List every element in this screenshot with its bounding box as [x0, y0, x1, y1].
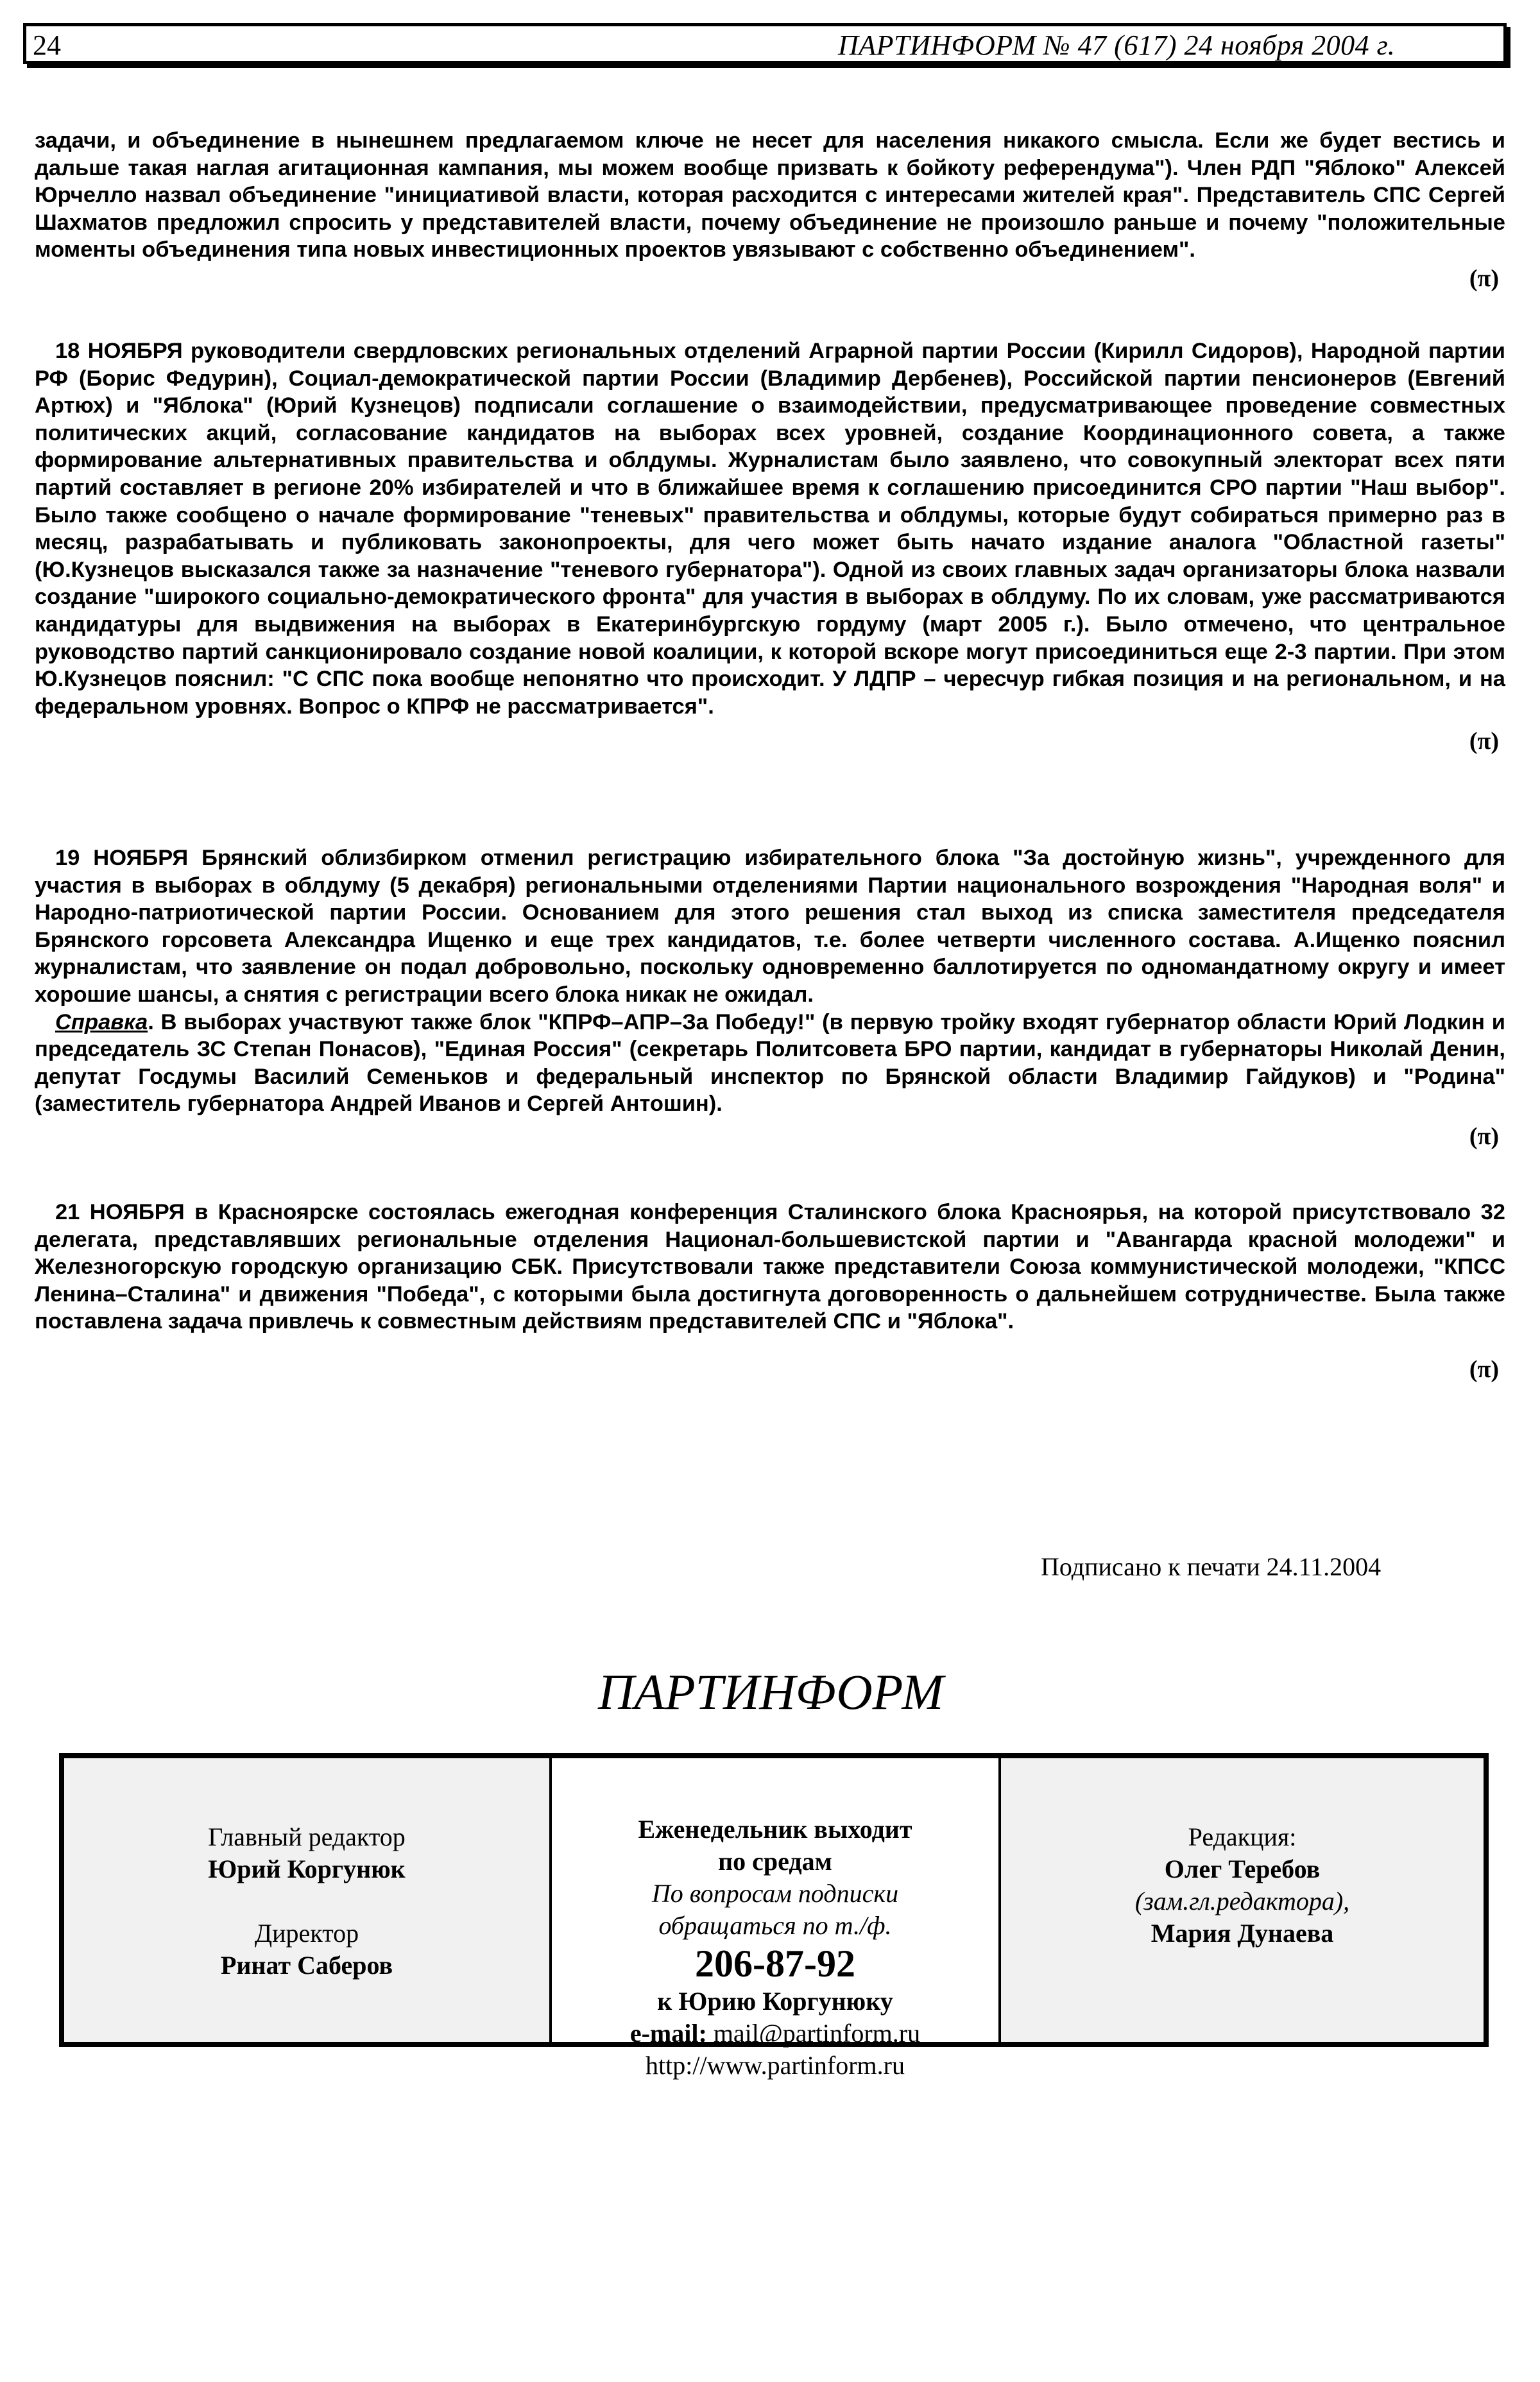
imprint-staff [1001, 1758, 1484, 2042]
website-link[interactable]: http://www.partinform.ru [645, 2051, 905, 2080]
source-mark: (π) [1469, 1122, 1499, 1150]
phone-number: 206-87-92 [695, 1942, 855, 1985]
weekly-schedule-line2: по средам [718, 1847, 832, 1876]
email-line [630, 2018, 920, 2050]
article-nov-21 [35, 1199, 1505, 1384]
article-body: Брянский облизбирком отменил регистрацию избирательного блока "За достойную жизнь", учрежденного для участия в выборах в облдуму (5 декабря) региональными отделениями Партии национального возрождения "Народная воля" и Народно-патриотической партии России. Основанием для этого решения стал выход из списка заместителя председателя Брянского горсовета Александра Ищенко и еще трех кандидатов, т.е. более четверти численного состава. А.Ищенко пояснил журналистам, что заявление он подал добровольно, поскольку одновременно баллотируется по одномандатному округу и имеет хорошие шансы, а снятия с регистрации всего блока никак не ожидал. [35, 846, 1505, 1007]
publication-line: ПАРТИНФОРМ № 47 (617) 24 ноября 2004 г. [838, 30, 1396, 61]
article-paragraph [35, 844, 1505, 1009]
source-mark: (π) [1469, 1355, 1499, 1383]
contact-person: к Юрию Коргунюку [657, 1987, 893, 2016]
article-nov-18 [35, 338, 1505, 756]
article-continuation [35, 127, 1505, 293]
reference-label: Справка [55, 1009, 148, 1034]
reference-body: . В выборах участвуют также блок "КПРФ–АПР–За Победу!" (в первую тройку входят губернатор области Юрий Лодкин и председатель ЗС Степан Понасов), "Единая Россия" (секретарь Политсовета БРО партии, кандидат в губернаторы Николай Денин, депутат Госдумы Василий Семеньков и федеральный инспектор по Брянской области Владимир Гайдуков) и "Родина" (заместитель губернатора Андрей Иванов и Сергей Антошин). [35, 1009, 1505, 1117]
signed-for-print: Подписано к печати 24.11.2004 [1041, 1552, 1382, 1581]
article-date-lead: 21 НОЯБРЯ [55, 1200, 185, 1224]
article-paragraph [35, 338, 1505, 720]
imprint-editors [64, 1758, 552, 2042]
director-role: Директор [254, 1919, 359, 1948]
article-paragraph: задачи, и объединение в нынешнем предлагаемом ключе не несет для населения никакого смысла. Если же будет вестись и дальше такая наглая агитационная кампания, мы можем вообще призвать к бойкоту референдума"). Член РДП "Яблоко" Алексей Юрчелло назвал объединение "инициативой власти, которая расходится с интересами жителей края". Представитель СПС Сергей Шахматов предложил спросить у представителей власти, почему объединение не произошло раньше и почему "положительные моменты объединения типа новых инвестиционных проектов увязывают с собственно объединением". [35, 128, 1505, 262]
deputy-editor-role: (зам.гл.редактора), [1134, 1887, 1350, 1915]
imprint-box [59, 1753, 1489, 2080]
page-number: 24 [33, 30, 61, 61]
masthead-title: ПАРТИНФОРМ [598, 1664, 944, 1720]
email-link[interactable]: mail@partinform.ru [713, 2019, 921, 2048]
staff-label: Редакция: [1188, 1822, 1297, 1851]
source-mark: (π) [1469, 728, 1499, 755]
article-body: руководители свердловских региональных отделений Аграрной партии России (Кирилл Сидоров), Народной партии РФ (Борис Федурин), Социал-демократической партии России (Владимир Дербенев), Российской партии пенсионеров (Евгений Артюх) и "Яблока" (Юрий Кузнецов) подписали соглашение о взаимодействии, предусматривающее проведение совместных политических акций, согласование кандидатов на выборах всех уровней, создание Координационного совета, а также формирование альтернативных правительства и облдумы. Журналистам было заявлено, что совокупный электорат всех пяти партий составляет в регионе 20% избирателей и что в ближайшее время к соглашению присоединится СРО партии "Наш выбор". Было также сообщено о начале формирование "теневых" правительства и облдумы, которые будут собираться примерно раз в месяц, разрабатывать и публиковать законопроекты, для чего может быть начато издание аналога "Областной газеты" (Ю.Кузнецов высказался также за назначение "теневого губернатора"). Одной из своих главных задач организаторы блока назвали создание "широкого социально-демократического фронта" для участия в выборах в облдуму. По их словам, уже рассматриваются кандидатуры для выдвижения на выборах в Екатеринбургскую гордуму (март 2005 г.). Было отмечено, что центральное руководство партий санкционировало создание новой коалиции, к которой вскоре могут присоединиться еще 2-3 партии. При этом Ю.Кузнецов пояснил: "С СПС пока вообще непонятно что происходит. У ЛДПР – чересчур гибкая позиция и на региональном, и на федеральном уровнях. Вопрос о КПРФ не рассматривается". [35, 339, 1505, 719]
article-date-lead: 18 НОЯБРЯ [55, 339, 183, 363]
subscription-line2: обращаться по т./ф. [658, 1911, 892, 1940]
weekly-schedule-line1: Еженедельник выходит [638, 1815, 912, 1844]
article-paragraph [35, 1199, 1505, 1335]
staff-member-name: Мария Дунаева [1151, 1919, 1334, 1948]
reference-paragraph [35, 1009, 1505, 1118]
imprint-contacts [552, 1758, 1001, 2080]
subscription-line1: По вопросам подписки [651, 1879, 899, 1908]
director-name: Ринат Саберов [220, 1951, 393, 1980]
article-body: в Красноярске состоялась ежегодная конференция Сталинского блока Красноярья, на которой присутствовало 32 делегата, представлявших региональные отделения Национал-большевистской партии и "Авангарда красной молодежи" и Железногорскую городскую организацию СБК. Присутствовали также представители Союза коммунистической молодежи, "КПСС Ленина–Сталина" и движения "Победа", с которыми была достигнута договоренность о дальнейшем сотрудничестве. Была также поставлена задача привлечь к совместным действиям представителей СПС и "Яблока". [35, 1200, 1505, 1334]
editor-name: Юрий Коргунюк [208, 1855, 406, 1883]
editor-role: Главный редактор [208, 1822, 406, 1851]
deputy-editor-name: Олег Теребов [1164, 1855, 1321, 1883]
source-mark: (π) [1469, 264, 1499, 292]
article-nov-19 [35, 844, 1505, 1151]
email-label: e-mail: [629, 2019, 707, 2048]
article-date-lead: 19 НОЯБРЯ [55, 846, 189, 870]
page-header [23, 23, 1507, 64]
